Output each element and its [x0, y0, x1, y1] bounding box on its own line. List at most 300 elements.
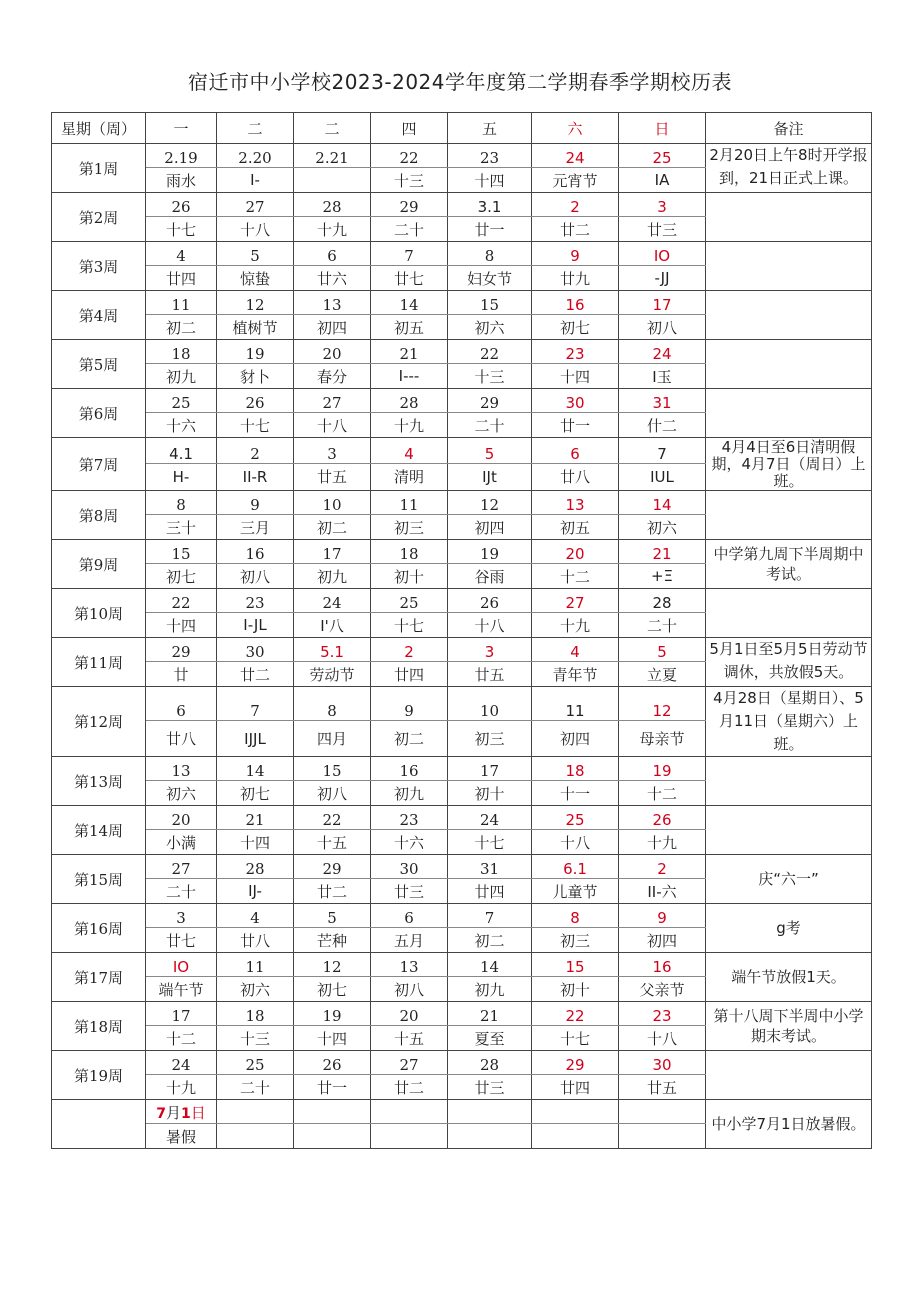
- day-date: 18: [371, 540, 448, 564]
- day-lunar: 廿四: [146, 266, 217, 291]
- day-date: 17: [294, 540, 371, 564]
- day-date: 22: [146, 589, 217, 613]
- day-date: 19: [217, 340, 294, 364]
- day-date: 5: [448, 438, 532, 464]
- week-label: 第18周: [52, 1002, 146, 1051]
- day-date: IO: [146, 953, 217, 977]
- day-lunar: 十三: [448, 364, 532, 389]
- week-label: 第11周: [52, 638, 146, 687]
- day-date: 18: [146, 340, 217, 364]
- day-date: 8: [146, 491, 217, 515]
- day-date: 23: [448, 144, 532, 168]
- week-note: 5月1日至5月5日劳动节调休，共放假5天。: [706, 638, 872, 687]
- day-lunar: 初八: [619, 315, 706, 340]
- day-lunar: 十七: [217, 413, 294, 438]
- day-lunar: 二十: [217, 1075, 294, 1100]
- day-date: 6: [294, 242, 371, 266]
- day-lunar: 初九: [371, 781, 448, 806]
- day-date: 22: [371, 144, 448, 168]
- day-lunar: 春分: [294, 364, 371, 389]
- day-lunar: 廿七: [146, 928, 217, 953]
- day-date: 20: [532, 540, 619, 564]
- day-date: 20: [294, 340, 371, 364]
- day-lunar: 立夏: [619, 662, 706, 687]
- day-date: 29: [371, 193, 448, 217]
- day-date: 6: [532, 438, 619, 464]
- week-row: [52, 242, 872, 266]
- day-lunar: 廿七: [371, 266, 448, 291]
- day-date: 24: [532, 144, 619, 168]
- day-date: 22: [448, 340, 532, 364]
- empty-cell: [532, 1100, 619, 1124]
- day-date: 26: [448, 589, 532, 613]
- day-lunar: IJt: [448, 463, 532, 490]
- day-lunar: 初八: [294, 781, 371, 806]
- day-date: 15: [448, 291, 532, 315]
- day-lunar: 五月: [371, 928, 448, 953]
- day-lunar: IA: [619, 168, 706, 193]
- summer-note: 中小学7月1日放暑假。: [706, 1100, 872, 1149]
- day-lunar: 劳动节: [294, 662, 371, 687]
- day-lunar: 初四: [532, 721, 619, 757]
- day-date: 8: [448, 242, 532, 266]
- day-date: 23: [532, 340, 619, 364]
- day-lunar: 十九: [146, 1075, 217, 1100]
- day-date: 18: [532, 757, 619, 781]
- day-lunar: 十七: [146, 217, 217, 242]
- day-date: 7: [371, 242, 448, 266]
- day-lunar: II-六: [619, 879, 706, 904]
- day-lunar: I'八: [294, 613, 371, 638]
- day-lunar: 十四: [294, 1026, 371, 1051]
- day-lunar: 十五: [371, 1026, 448, 1051]
- day-lunar: 初七: [532, 315, 619, 340]
- day-date: 28: [294, 193, 371, 217]
- header-day: 一: [146, 113, 217, 144]
- day-date: IO: [619, 242, 706, 266]
- day-lunar: 初二: [448, 928, 532, 953]
- day-date: 16: [217, 540, 294, 564]
- day-lunar: 十八: [294, 413, 371, 438]
- week-row: [52, 491, 872, 515]
- day-date: 5.1: [294, 638, 371, 662]
- day-lunar: +Ξ: [619, 564, 706, 589]
- day-lunar: 什二: [619, 413, 706, 438]
- day-date: 25: [371, 589, 448, 613]
- summer-month-unit: 月: [165, 1104, 181, 1122]
- day-lunar: 植树节: [217, 315, 294, 340]
- day-lunar: 初九: [448, 977, 532, 1002]
- day-date: 10: [448, 687, 532, 721]
- day-date: 19: [294, 1002, 371, 1026]
- day-lunar: 廿二: [532, 217, 619, 242]
- day-lunar: 十六: [146, 413, 217, 438]
- day-lunar: 二十: [448, 413, 532, 438]
- day-lunar: 廿三: [619, 217, 706, 242]
- day-date: 29: [532, 1051, 619, 1075]
- week-label: 第6周: [52, 389, 146, 438]
- day-lunar: 十一: [532, 781, 619, 806]
- day-date: 4: [146, 242, 217, 266]
- week-note: 2月20日上午8时开学报到，21日正式上课。: [706, 144, 872, 193]
- header-note: 备注: [706, 113, 872, 144]
- day-lunar: 十七: [371, 613, 448, 638]
- day-date: 12: [294, 953, 371, 977]
- day-lunar: I-JL: [217, 613, 294, 638]
- week-label: 第19周: [52, 1051, 146, 1100]
- week-label: 第16周: [52, 904, 146, 953]
- day-date: 12: [448, 491, 532, 515]
- week-label: 第3周: [52, 242, 146, 291]
- day-date: 3: [146, 904, 217, 928]
- day-date: 28: [371, 389, 448, 413]
- day-lunar: 廿六: [294, 266, 371, 291]
- week-row: [52, 389, 872, 413]
- day-lunar: 初五: [532, 515, 619, 540]
- day-lunar: 初六: [217, 977, 294, 1002]
- day-date: 11: [371, 491, 448, 515]
- day-lunar: -JJ: [619, 266, 706, 291]
- day-date: 7: [217, 687, 294, 721]
- week-row: [52, 438, 872, 464]
- day-lunar: 初六: [619, 515, 706, 540]
- empty-cell: [371, 1100, 448, 1124]
- day-date: 7: [619, 438, 706, 464]
- header-day: 五: [448, 113, 532, 144]
- header-day: 日: [619, 113, 706, 144]
- day-date: 11: [217, 953, 294, 977]
- day-date: 9: [532, 242, 619, 266]
- week-row: [52, 1051, 872, 1075]
- day-lunar: 廿四: [371, 662, 448, 687]
- day-lunar: I---: [371, 364, 448, 389]
- day-date: 29: [448, 389, 532, 413]
- day-lunar: 十九: [619, 830, 706, 855]
- day-lunar: 端午节: [146, 977, 217, 1002]
- day-lunar: 十二: [146, 1026, 217, 1051]
- week-row: [52, 904, 872, 928]
- week-label: 第9周: [52, 540, 146, 589]
- week-label: 第10周: [52, 589, 146, 638]
- day-date: 9: [217, 491, 294, 515]
- day-date: 11: [532, 687, 619, 721]
- day-lunar: [294, 168, 371, 193]
- day-lunar: 廿四: [448, 879, 532, 904]
- day-date: 13: [532, 491, 619, 515]
- day-date: 15: [146, 540, 217, 564]
- day-date: 27: [217, 193, 294, 217]
- empty-cell: [532, 1124, 619, 1149]
- day-date: 27: [146, 855, 217, 879]
- day-date: 10: [294, 491, 371, 515]
- day-date: 6: [371, 904, 448, 928]
- day-lunar: 二十: [371, 217, 448, 242]
- day-lunar: 廿二: [294, 879, 371, 904]
- day-date: 3: [294, 438, 371, 464]
- empty-cell: [619, 1100, 706, 1124]
- week-note: [706, 806, 872, 855]
- day-date: 28: [619, 589, 706, 613]
- day-lunar: 初三: [371, 515, 448, 540]
- day-lunar: 初二: [146, 315, 217, 340]
- day-lunar: I玉: [619, 364, 706, 389]
- week-row: [52, 589, 872, 613]
- day-date: 16: [619, 953, 706, 977]
- week-note: 中学第九周下半周期中考试。: [706, 540, 872, 589]
- day-date: 3.1: [448, 193, 532, 217]
- day-lunar: 二十: [146, 879, 217, 904]
- day-date: 4: [532, 638, 619, 662]
- summer-month: 7: [156, 1106, 166, 1122]
- empty-cell: [294, 1100, 371, 1124]
- day-date: 21: [371, 340, 448, 364]
- header-row: [52, 113, 872, 144]
- day-lunar: 初七: [146, 564, 217, 589]
- day-date: 17: [146, 1002, 217, 1026]
- day-date: 31: [448, 855, 532, 879]
- day-date: 26: [146, 193, 217, 217]
- day-date: 3: [619, 193, 706, 217]
- day-date: 15: [294, 757, 371, 781]
- day-lunar: IJ-: [217, 879, 294, 904]
- day-lunar: 四月: [294, 721, 371, 757]
- week-row: [52, 1002, 872, 1026]
- day-lunar: 十六: [371, 830, 448, 855]
- day-lunar: 廿八: [217, 928, 294, 953]
- empty-cell: [448, 1124, 532, 1149]
- week-note: g考: [706, 904, 872, 953]
- day-date: 4.1: [146, 438, 217, 464]
- day-date: 4: [371, 438, 448, 464]
- week-row: [52, 291, 872, 315]
- day-lunar: 初二: [371, 721, 448, 757]
- day-lunar: 廿四: [532, 1075, 619, 1100]
- day-date: 31: [619, 389, 706, 413]
- day-date: 26: [619, 806, 706, 830]
- day-lunar: 十三: [217, 1026, 294, 1051]
- day-date: 25: [217, 1051, 294, 1075]
- day-date: 23: [371, 806, 448, 830]
- day-lunar: I-: [217, 168, 294, 193]
- day-lunar: 初七: [217, 781, 294, 806]
- day-date: 16: [371, 757, 448, 781]
- day-date: 13: [294, 291, 371, 315]
- day-date: 30: [619, 1051, 706, 1075]
- summer-date: [146, 1100, 217, 1124]
- day-date: 6: [146, 687, 217, 721]
- week-label: 第5周: [52, 340, 146, 389]
- week-note: [706, 589, 872, 638]
- day-lunar: 初三: [532, 928, 619, 953]
- summer-label: 暑假: [146, 1124, 217, 1149]
- week-label: 第12周: [52, 687, 146, 757]
- week-row: [52, 540, 872, 564]
- day-date: 23: [619, 1002, 706, 1026]
- day-lunar: H-: [146, 463, 217, 490]
- day-date: 6.1: [532, 855, 619, 879]
- day-date: 5: [294, 904, 371, 928]
- empty-cell: [619, 1124, 706, 1149]
- day-date: 2: [619, 855, 706, 879]
- day-lunar: 廿八: [146, 721, 217, 757]
- week-note: [706, 291, 872, 340]
- day-date: 29: [294, 855, 371, 879]
- day-lunar: 廿五: [294, 463, 371, 490]
- day-lunar: 青年节: [532, 662, 619, 687]
- week-note: 4月28日（星期日）、5月11日（星期六）上班。: [706, 687, 872, 757]
- day-lunar: 妇女节: [448, 266, 532, 291]
- day-lunar: 初九: [294, 564, 371, 589]
- week-note: [706, 1051, 872, 1100]
- day-lunar: 廿二: [217, 662, 294, 687]
- day-date: 12: [619, 687, 706, 721]
- day-lunar: 廿三: [448, 1075, 532, 1100]
- summer-day-unit: 日: [190, 1104, 206, 1122]
- day-lunar: 初二: [294, 515, 371, 540]
- week-note: 庆“六一”: [706, 855, 872, 904]
- day-lunar: 十九: [294, 217, 371, 242]
- day-date: 9: [619, 904, 706, 928]
- day-date: 24: [294, 589, 371, 613]
- week-label: 第13周: [52, 757, 146, 806]
- day-lunar: II-R: [217, 463, 294, 490]
- day-date: 13: [146, 757, 217, 781]
- empty-cell: [448, 1100, 532, 1124]
- week-row: [52, 193, 872, 217]
- day-lunar: 惊蛰: [217, 266, 294, 291]
- day-lunar: 雨水: [146, 168, 217, 193]
- day-date: 2.19: [146, 144, 217, 168]
- day-lunar: 十四: [448, 168, 532, 193]
- day-date: 17: [448, 757, 532, 781]
- day-date: 14: [448, 953, 532, 977]
- day-date: 5: [619, 638, 706, 662]
- day-date: 2.21: [294, 144, 371, 168]
- week-note: 第十八周下半周中小学期末考试。: [706, 1002, 872, 1051]
- day-date: 19: [448, 540, 532, 564]
- day-lunar: 初四: [294, 315, 371, 340]
- day-lunar: 初三: [448, 721, 532, 757]
- day-date: 27: [294, 389, 371, 413]
- day-lunar: 初七: [294, 977, 371, 1002]
- day-lunar: 儿童节: [532, 879, 619, 904]
- day-date: 30: [217, 638, 294, 662]
- week-label: 第4周: [52, 291, 146, 340]
- day-date: 23: [217, 589, 294, 613]
- day-lunar: 夏至: [448, 1026, 532, 1051]
- day-date: 25: [619, 144, 706, 168]
- day-date: 4: [217, 904, 294, 928]
- day-lunar: IJJL: [217, 721, 294, 757]
- day-lunar: 廿八: [532, 463, 619, 490]
- header-day: 二: [217, 113, 294, 144]
- day-lunar: 廿一: [532, 413, 619, 438]
- empty-cell: [217, 1100, 294, 1124]
- day-lunar: 初九: [146, 364, 217, 389]
- day-lunar: 元宵节: [532, 168, 619, 193]
- day-lunar: 初六: [448, 315, 532, 340]
- empty-cell: [294, 1124, 371, 1149]
- day-date: 2: [217, 438, 294, 464]
- week-row: [52, 806, 872, 830]
- day-date: 27: [532, 589, 619, 613]
- day-lunar: 廿一: [448, 217, 532, 242]
- day-lunar: 三十: [146, 515, 217, 540]
- day-date: 20: [146, 806, 217, 830]
- week-note: 端午节放假1天。: [706, 953, 872, 1002]
- empty-cell: [371, 1124, 448, 1149]
- day-date: 11: [146, 291, 217, 315]
- day-lunar: 初八: [371, 977, 448, 1002]
- day-date: 15: [532, 953, 619, 977]
- header-week: 星期（周）: [52, 113, 146, 144]
- header-day: 二: [294, 113, 371, 144]
- day-date: 26: [217, 389, 294, 413]
- day-lunar: 母亲节: [619, 721, 706, 757]
- day-lunar: 十四: [146, 613, 217, 638]
- week-label: 第1周: [52, 144, 146, 193]
- header-day: 四: [371, 113, 448, 144]
- day-date: 12: [217, 291, 294, 315]
- day-lunar: 廿: [146, 662, 217, 687]
- day-date: 25: [532, 806, 619, 830]
- day-date: 21: [448, 1002, 532, 1026]
- day-date: 24: [448, 806, 532, 830]
- day-lunar: 十二: [619, 781, 706, 806]
- day-lunar: 小满: [146, 830, 217, 855]
- day-lunar: 十八: [532, 830, 619, 855]
- day-lunar: IUL: [619, 463, 706, 490]
- summer-week-label: [52, 1100, 146, 1149]
- day-lunar: 廿三: [371, 879, 448, 904]
- day-lunar: 十九: [532, 613, 619, 638]
- day-lunar: 十八: [217, 217, 294, 242]
- week-note: [706, 242, 872, 291]
- day-date: 24: [619, 340, 706, 364]
- day-date: 7: [448, 904, 532, 928]
- day-date: 8: [532, 904, 619, 928]
- week-label: 第8周: [52, 491, 146, 540]
- day-lunar: 初六: [146, 781, 217, 806]
- day-lunar: 清明: [371, 463, 448, 490]
- day-date: 16: [532, 291, 619, 315]
- day-lunar: 初四: [448, 515, 532, 540]
- week-note-text: 4月4日至6日清明假期，4月7日（周日）上班。: [711, 438, 866, 489]
- day-date: 24: [146, 1051, 217, 1075]
- day-date: 18: [217, 1002, 294, 1026]
- day-lunar: 廿一: [294, 1075, 371, 1100]
- day-lunar: 廿九: [532, 266, 619, 291]
- day-date: 14: [217, 757, 294, 781]
- day-lunar: 初四: [619, 928, 706, 953]
- page-title: 宿迁市中小学校2023-2024学年度第二学期春季学期校历表: [187, 70, 732, 94]
- day-date: 19: [619, 757, 706, 781]
- day-lunar: 十八: [619, 1026, 706, 1051]
- day-lunar: 三月: [217, 515, 294, 540]
- day-date: 22: [294, 806, 371, 830]
- day-lunar: 十七: [448, 830, 532, 855]
- week-note: [706, 389, 872, 438]
- summer-row: [52, 1100, 872, 1124]
- day-date: 2.20: [217, 144, 294, 168]
- day-lunar: 十四: [217, 830, 294, 855]
- day-date: 14: [619, 491, 706, 515]
- empty-cell: [217, 1124, 294, 1149]
- day-lunar: 豺卜: [217, 364, 294, 389]
- day-date: 8: [294, 687, 371, 721]
- day-date: 25: [146, 389, 217, 413]
- day-lunar: 芒种: [294, 928, 371, 953]
